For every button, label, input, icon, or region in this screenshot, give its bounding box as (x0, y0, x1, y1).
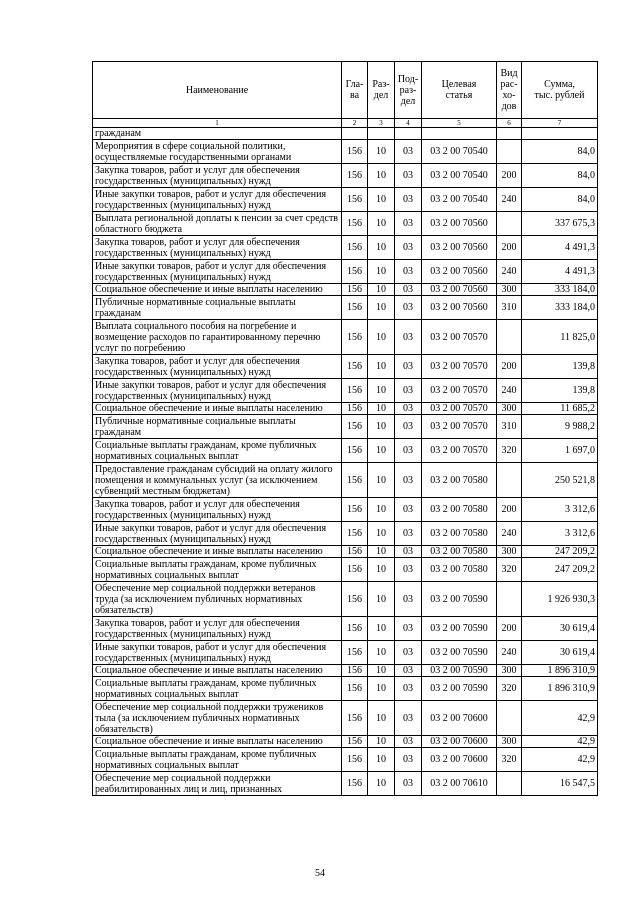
row-name: Социальное обеспечение и иные выплаты населению (93, 284, 342, 296)
row-expense-type: 240 (497, 188, 522, 212)
row-expense-type: 320 (497, 677, 522, 701)
table-row (93, 641, 598, 665)
row-subsection: 03 (395, 772, 422, 796)
table-row (93, 463, 598, 498)
row-subsection: 03 (395, 236, 422, 260)
table-row (93, 164, 598, 188)
header-subsection: Под- раз- дел (395, 62, 422, 119)
table-body (93, 128, 598, 796)
row-amount: 337 675,3 (522, 212, 598, 236)
row-chapter: 156 (342, 748, 368, 772)
header-target: Целевая статья (422, 62, 497, 119)
row-section: 10 (368, 355, 395, 379)
row-expense-type: 200 (497, 355, 522, 379)
row-chapter (342, 128, 368, 140)
row-subsection: 03 (395, 641, 422, 665)
row-subsection: 03 (395, 296, 422, 320)
row-chapter: 156 (342, 296, 368, 320)
row-section: 10 (368, 164, 395, 188)
row-expense-type: 240 (497, 379, 522, 403)
row-amount: 3 312,6 (522, 522, 598, 546)
page-number: 54 (315, 868, 325, 879)
row-target: 03 2 00 70560 (422, 260, 497, 284)
row-expense-type: 240 (497, 641, 522, 665)
row-section: 10 (368, 284, 395, 296)
row-amount: 139,8 (522, 355, 598, 379)
row-target: 03 2 00 70580 (422, 463, 497, 498)
row-amount: 3 312,6 (522, 498, 598, 522)
column-number: 5 (422, 119, 497, 128)
row-section: 10 (368, 140, 395, 164)
row-subsection: 03 (395, 212, 422, 236)
row-target: 03 2 00 70540 (422, 164, 497, 188)
table-row (93, 188, 598, 212)
row-subsection: 03 (395, 665, 422, 677)
row-amount: 1 896 310,9 (522, 665, 598, 677)
row-amount: 30 619,4 (522, 617, 598, 641)
row-expense-type: 300 (497, 403, 522, 415)
row-chapter: 156 (342, 701, 368, 736)
row-subsection: 03 (395, 748, 422, 772)
row-chapter: 156 (342, 320, 368, 355)
row-chapter: 156 (342, 439, 368, 463)
row-section: 10 (368, 582, 395, 617)
row-expense-type: 200 (497, 236, 522, 260)
row-target: 03 2 00 70600 (422, 748, 497, 772)
table-row (93, 748, 598, 772)
row-target: 03 2 00 70610 (422, 772, 497, 796)
row-subsection: 03 (395, 415, 422, 439)
row-name: Иные закупки товаров, работ и услуг для обеспечения государственных (муниципальных) нужд (93, 641, 342, 665)
row-section: 10 (368, 641, 395, 665)
row-expense-type: 300 (497, 284, 522, 296)
table-row (93, 546, 598, 558)
row-expense-type (497, 772, 522, 796)
row-amount: 1 697,0 (522, 439, 598, 463)
table-row (93, 677, 598, 701)
table-row (93, 772, 598, 796)
row-name: Закупка товаров, работ и услуг для обеспечения государственных (муниципальных) нужд (93, 236, 342, 260)
row-section: 10 (368, 320, 395, 355)
row-chapter: 156 (342, 522, 368, 546)
row-name: Закупка товаров, работ и услуг для обеспечения государственных (муниципальных) нужд (93, 498, 342, 522)
row-target: 03 2 00 70560 (422, 236, 497, 260)
row-amount: 333 184,0 (522, 296, 598, 320)
row-amount: 30 619,4 (522, 641, 598, 665)
row-name: Выплата социального пособия на погребение и возмещение расходов по гарантированному перечню услуг по погребению (93, 320, 342, 355)
row-expense-type: 200 (497, 498, 522, 522)
row-expense-type: 300 (497, 736, 522, 748)
row-subsection: 03 (395, 355, 422, 379)
row-section: 10 (368, 772, 395, 796)
row-subsection: 03 (395, 498, 422, 522)
row-amount: 139,8 (522, 379, 598, 403)
row-subsection (395, 128, 422, 140)
row-section: 10 (368, 296, 395, 320)
column-number: 1 (93, 119, 342, 128)
row-target: 03 2 00 70600 (422, 736, 497, 748)
header-section: Раз- дел (368, 62, 395, 119)
row-amount: 11 685,2 (522, 403, 598, 415)
row-section: 10 (368, 558, 395, 582)
row-name: Закупка товаров, работ и услуг для обеспечения государственных (муниципальных) нужд (93, 617, 342, 641)
row-expense-type: 310 (497, 415, 522, 439)
row-target: 03 2 00 70600 (422, 701, 497, 736)
row-expense-type: 240 (497, 260, 522, 284)
row-target: 03 2 00 70570 (422, 439, 497, 463)
row-amount: 11 825,0 (522, 320, 598, 355)
row-amount: 9 988,2 (522, 415, 598, 439)
row-expense-type (497, 212, 522, 236)
row-name: Социальное обеспечение и иные выплаты населению (93, 546, 342, 558)
row-amount: 247 209,2 (522, 546, 598, 558)
row-name: гражданам (93, 128, 342, 140)
row-target: 03 2 00 70560 (422, 212, 497, 236)
row-subsection: 03 (395, 320, 422, 355)
column-number: 2 (342, 119, 368, 128)
row-target: 03 2 00 70570 (422, 379, 497, 403)
row-subsection: 03 (395, 284, 422, 296)
row-amount: 42,9 (522, 748, 598, 772)
table-row (93, 665, 598, 677)
column-number-row (93, 119, 598, 128)
row-chapter: 156 (342, 212, 368, 236)
row-target: 03 2 00 70590 (422, 677, 497, 701)
row-expense-type: 300 (497, 546, 522, 558)
row-chapter: 156 (342, 677, 368, 701)
row-expense-type: 320 (497, 748, 522, 772)
row-name: Обеспечение мер социальной поддержки тружеников тыла (за исключением публичных нормативных обязательств) (93, 701, 342, 736)
row-chapter: 156 (342, 236, 368, 260)
row-subsection: 03 (395, 379, 422, 403)
row-chapter: 156 (342, 379, 368, 403)
table-row (93, 617, 598, 641)
row-target (422, 128, 497, 140)
row-target: 03 2 00 70580 (422, 546, 497, 558)
row-subsection: 03 (395, 463, 422, 498)
row-subsection: 03 (395, 582, 422, 617)
row-name: Предоставление гражданам субсидий на оплату жилого помещения и коммунальных услуг (за исключением субвенций местным бюджетам) (93, 463, 342, 498)
row-target: 03 2 00 70580 (422, 522, 497, 546)
row-section: 10 (368, 546, 395, 558)
row-name: Публичные нормативные социальные выплаты гражданам (93, 415, 342, 439)
table-row (93, 296, 598, 320)
header-expense-type: Вид рас- хо- дов (497, 62, 522, 119)
row-expense-type: 310 (497, 296, 522, 320)
row-name: Социальное обеспечение и иные выплаты населению (93, 403, 342, 415)
row-expense-type: 240 (497, 522, 522, 546)
row-amount: 333 184,0 (522, 284, 598, 296)
row-name: Обеспечение мер социальной поддержки ветеранов труда (за исключением публичных нормативных обязательств) (93, 582, 342, 617)
row-target: 03 2 00 70580 (422, 558, 497, 582)
row-chapter: 156 (342, 558, 368, 582)
row-section: 10 (368, 260, 395, 284)
row-chapter: 156 (342, 665, 368, 677)
row-chapter: 156 (342, 164, 368, 188)
row-section: 10 (368, 748, 395, 772)
row-name: Публичные нормативные социальные выплаты гражданам (93, 296, 342, 320)
row-expense-type: 320 (497, 439, 522, 463)
row-name: Закупка товаров, работ и услуг для обеспечения государственных (муниципальных) нужд (93, 164, 342, 188)
table-row (93, 260, 598, 284)
table-row (93, 128, 598, 140)
row-section: 10 (368, 617, 395, 641)
row-section: 10 (368, 463, 395, 498)
row-target: 03 2 00 70590 (422, 582, 497, 617)
row-target: 03 2 00 70580 (422, 498, 497, 522)
row-amount: 16 547,5 (522, 772, 598, 796)
row-amount: 42,9 (522, 736, 598, 748)
table-row (93, 736, 598, 748)
row-section: 10 (368, 677, 395, 701)
row-name: Иные закупки товаров, работ и услуг для обеспечения государственных (муниципальных) нужд (93, 522, 342, 546)
row-target: 03 2 00 70590 (422, 617, 497, 641)
row-section: 10 (368, 403, 395, 415)
row-section: 10 (368, 212, 395, 236)
row-expense-type: 200 (497, 617, 522, 641)
row-section: 10 (368, 736, 395, 748)
row-section: 10 (368, 665, 395, 677)
row-name: Иные закупки товаров, работ и услуг для обеспечения государственных (муниципальных) нужд (93, 379, 342, 403)
row-name: Социальные выплаты гражданам, кроме публичных нормативных социальных выплат (93, 748, 342, 772)
table-row (93, 236, 598, 260)
row-target: 03 2 00 70590 (422, 641, 497, 665)
header-chapter: Гла- ва (342, 62, 368, 119)
row-expense-type (497, 463, 522, 498)
row-chapter: 156 (342, 188, 368, 212)
row-expense-type (497, 140, 522, 164)
row-section: 10 (368, 415, 395, 439)
row-section: 10 (368, 522, 395, 546)
row-amount: 4 491,3 (522, 260, 598, 284)
row-subsection: 03 (395, 439, 422, 463)
row-subsection: 03 (395, 140, 422, 164)
budget-table (92, 61, 598, 796)
table-row (93, 284, 598, 296)
row-section: 10 (368, 188, 395, 212)
row-chapter: 156 (342, 463, 368, 498)
row-subsection: 03 (395, 736, 422, 748)
table-row (93, 498, 598, 522)
table-row (93, 415, 598, 439)
row-name: Социальное обеспечение и иные выплаты населению (93, 665, 342, 677)
row-subsection: 03 (395, 558, 422, 582)
row-chapter: 156 (342, 415, 368, 439)
row-chapter: 156 (342, 355, 368, 379)
row-subsection: 03 (395, 260, 422, 284)
row-chapter: 156 (342, 284, 368, 296)
row-target: 03 2 00 70570 (422, 415, 497, 439)
row-subsection: 03 (395, 188, 422, 212)
row-chapter: 156 (342, 260, 368, 284)
table-row (93, 140, 598, 164)
row-target: 03 2 00 70590 (422, 665, 497, 677)
row-subsection: 03 (395, 164, 422, 188)
row-amount: 84,0 (522, 164, 598, 188)
row-section: 10 (368, 379, 395, 403)
table-row (93, 558, 598, 582)
row-target: 03 2 00 70540 (422, 140, 497, 164)
row-section: 10 (368, 701, 395, 736)
column-number: 6 (497, 119, 522, 128)
column-number: 7 (522, 119, 598, 128)
row-subsection: 03 (395, 677, 422, 701)
table-row (93, 522, 598, 546)
table-row (93, 582, 598, 617)
row-expense-type (497, 128, 522, 140)
table-header (93, 62, 598, 128)
row-chapter: 156 (342, 546, 368, 558)
column-number: 4 (395, 119, 422, 128)
row-name: Мероприятия в сфере социальной политики, осуществляемые государственными органами (93, 140, 342, 164)
table-row (93, 320, 598, 355)
row-expense-type (497, 320, 522, 355)
row-subsection: 03 (395, 403, 422, 415)
row-name: Закупка товаров, работ и услуг для обеспечения государственных (муниципальных) нужд (93, 355, 342, 379)
row-chapter: 156 (342, 498, 368, 522)
row-section: 10 (368, 498, 395, 522)
row-section: 10 (368, 236, 395, 260)
row-name: Социальные выплаты гражданам, кроме публичных нормативных социальных выплат (93, 439, 342, 463)
row-amount: 1 926 930,3 (522, 582, 598, 617)
row-target: 03 2 00 70570 (422, 320, 497, 355)
row-subsection: 03 (395, 617, 422, 641)
row-chapter: 156 (342, 641, 368, 665)
column-number: 3 (368, 119, 395, 128)
row-chapter: 156 (342, 736, 368, 748)
table-row (93, 403, 598, 415)
row-name: Выплата региональной доплаты к пенсии за счет средств областного бюджета (93, 212, 342, 236)
row-expense-type (497, 701, 522, 736)
row-expense-type (497, 582, 522, 617)
row-amount: 84,0 (522, 188, 598, 212)
row-expense-type: 300 (497, 665, 522, 677)
row-chapter: 156 (342, 582, 368, 617)
table-row (93, 212, 598, 236)
row-chapter: 156 (342, 403, 368, 415)
row-chapter: 156 (342, 140, 368, 164)
row-chapter: 156 (342, 617, 368, 641)
header-amount: Сумма, тыс. рублей (522, 62, 598, 119)
row-name: Иные закупки товаров, работ и услуг для обеспечения государственных (муниципальных) нужд (93, 188, 342, 212)
row-chapter: 156 (342, 772, 368, 796)
row-subsection: 03 (395, 522, 422, 546)
row-amount: 84,0 (522, 140, 598, 164)
table-row (93, 439, 598, 463)
row-name: Иные закупки товаров, работ и услуг для обеспечения государственных (муниципальных) нужд (93, 260, 342, 284)
table-row (93, 701, 598, 736)
row-expense-type: 200 (497, 164, 522, 188)
row-name: Социальные выплаты гражданам, кроме публичных нормативных социальных выплат (93, 558, 342, 582)
row-section (368, 128, 395, 140)
row-expense-type: 320 (497, 558, 522, 582)
row-amount: 1 896 310,9 (522, 677, 598, 701)
row-amount (522, 128, 598, 140)
row-target: 03 2 00 70560 (422, 284, 497, 296)
row-target: 03 2 00 70570 (422, 403, 497, 415)
row-subsection: 03 (395, 701, 422, 736)
row-name: Социальные выплаты гражданам, кроме публичных нормативных социальных выплат (93, 677, 342, 701)
row-section: 10 (368, 439, 395, 463)
row-amount: 4 491,3 (522, 236, 598, 260)
row-amount: 250 521,8 (522, 463, 598, 498)
table-row (93, 379, 598, 403)
row-subsection: 03 (395, 546, 422, 558)
row-target: 03 2 00 70540 (422, 188, 497, 212)
row-amount: 42,9 (522, 701, 598, 736)
row-name: Обеспечение мер социальной поддержки реабилитированных лиц и лиц, признанных (93, 772, 342, 796)
row-amount: 247 209,2 (522, 558, 598, 582)
row-target: 03 2 00 70560 (422, 296, 497, 320)
header-name: Наименование (93, 62, 342, 119)
row-target: 03 2 00 70570 (422, 355, 497, 379)
row-name: Социальное обеспечение и иные выплаты населению (93, 736, 342, 748)
table-row (93, 355, 598, 379)
